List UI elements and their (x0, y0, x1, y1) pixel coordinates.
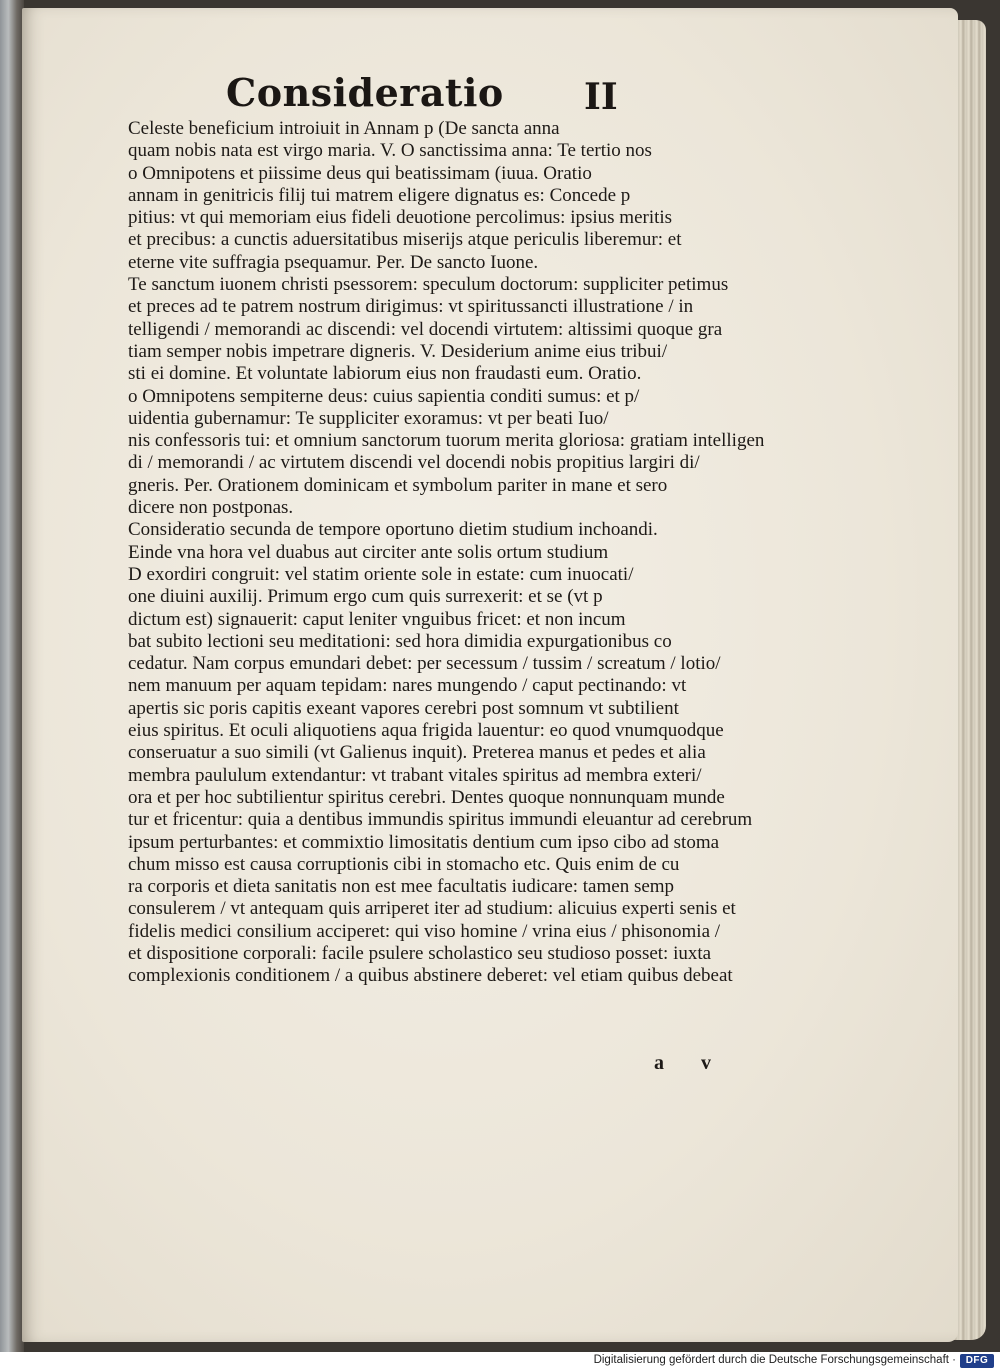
text-line (128, 854, 764, 876)
text-line (128, 564, 764, 586)
text-line-content: ipsum perturbantes: et commixtio limositatis dentium cum ipso cibo ad stoma (128, 831, 720, 853)
text-block (128, 118, 764, 988)
text-line-content: bat subito lectioni seu meditationi: sed hora dimidia expurgationibus co (128, 630, 672, 652)
text-line-content: eterne vite suffragia psequamur. Per. De sancto Iuone. (128, 251, 539, 273)
text-line (128, 943, 764, 965)
text-line-content: complexionis conditionem / a quibus abstinere deberet: vel etiam quibus debeat (128, 965, 733, 987)
signature-mark: a v (654, 1052, 727, 1074)
folio-number: II (584, 76, 618, 118)
text-line (128, 475, 764, 497)
text-line (128, 430, 764, 452)
text-line-content: Einde vna hora vel duabus aut circiter ante solis ortum studium (128, 541, 609, 563)
text-line-content: tiam semper nobis impetrare digneris. V. Desiderium anime eius tribui/ (128, 340, 668, 362)
text-line-content: one diuini auxilij. Primum ergo cum quis surrexerit: et se (vt p (128, 586, 603, 608)
text-line (128, 675, 764, 697)
text-line (128, 408, 764, 430)
text-line-content: consulerem / vt antequam quis arriperet iter ad studium: alicuius experti senis et (128, 898, 736, 920)
text-line-content: nis confessoris tui: et omnium sanctorum tuorum merita gloriosa: gratiam intelligen (128, 430, 764, 452)
text-line (128, 118, 764, 140)
dfg-logo: DFG (960, 1354, 994, 1368)
text-line-content: pitius: vt qui memoriam eius fideli deuotione percolimus: ipsius meritis (128, 207, 673, 229)
text-line-content: ora et per hoc subtilientur spiritus cerebri. Dentes quoque nonnunquam munde (128, 786, 725, 808)
text-line-content: nem manuum per aquam tepidam: nares mungendo / caput pectinando: vt (128, 675, 687, 697)
text-line-content: o Omnipotens sempiterne deus: cuius sapientia conditi sumus: et p/ (128, 385, 640, 407)
text-line-content: et dispositione corporali: facile psulere scholastico seu studioso posset: iuxta (128, 942, 712, 964)
text-line-content: dicere non postponas. (128, 497, 294, 519)
text-line (128, 319, 764, 341)
text-line (128, 965, 764, 987)
text-line-content: eius spiritus. Et oculi aliquotiens aqua frigida lauentur: eo quod vnumquodque (128, 720, 724, 742)
text-line-content: et precibus: a cunctis aduersitatibus miserijs atque periculis liberemur: et (128, 229, 682, 251)
text-line (128, 653, 764, 675)
text-line-content: dictum est) signauerit: caput leniter vnguibus fricet: et non incum (128, 608, 626, 630)
text-line-content: o Omnipotens et piissime deus qui beatissimam (iuua. Oratio (128, 162, 592, 184)
text-line (128, 296, 764, 318)
text-line-content: et preces ad te patrem nostrum dirigimus: vt spiritussancti illustratione / in (128, 296, 694, 318)
text-line (128, 386, 764, 408)
text-line-content: apertis sic poris capitis exeant vapores cerebri post somnum vt subtilient (128, 697, 679, 719)
text-line (128, 921, 764, 943)
text-line (128, 586, 764, 608)
text-line (128, 832, 764, 854)
text-line (128, 497, 764, 519)
text-line (128, 765, 764, 787)
text-line-content: conseruatur a suo simili (vt Galienus inquit). Preterea manus et pedes et alia (128, 742, 706, 764)
text-line-content: sti ei domine. Et voluntate labiorum eius non fraudasti eum. Oratio. (128, 363, 642, 385)
text-line (128, 720, 764, 742)
text-line-content: quam nobis nata est virgo maria. V. O sanctissima anna: Te tertio nos (128, 140, 652, 162)
text-line (128, 609, 764, 631)
text-line (128, 163, 764, 185)
text-line-content: uidentia gubernamur: Te suppliciter exoramus: vt per beati Iuo/ (128, 407, 609, 429)
text-line (128, 185, 764, 207)
text-line (128, 207, 764, 229)
text-line (128, 542, 764, 564)
text-line-content: di / memorandi / ac virtutem discendi vel docendi nobis propitius largiri di/ (128, 452, 700, 474)
text-line-content: fidelis medici consilium acciperet: qui viso homine / vrina eius / phisonomia / (128, 920, 721, 942)
text-line (128, 809, 764, 831)
funding-credit: Digitalisierung gefördert durch die Deutsche Forschungsgemeinschaft · (593, 1354, 956, 1366)
text-line (128, 363, 764, 385)
text-line-content: Celeste beneficium introiuit in Annam p (De sancta anna (128, 118, 560, 139)
text-line (128, 787, 764, 809)
text-line (128, 898, 764, 920)
text-line-content: D exordiri congruit: vel statim oriente sole in estate: cum inuocati/ (128, 563, 634, 585)
text-line-content: chum misso est causa corruptionis cibi in stomacho etc. Quis enim de cu (128, 853, 680, 875)
text-line-content: membra paululum extendantur: vt trabant vitales spiritus ad membra exteri/ (128, 764, 702, 786)
text-line (128, 742, 764, 764)
text-line-content: annam in genitricis filij tui matrem eligere dignatus es: Concede p (128, 184, 631, 206)
text-line-content: tur et fricentur: quia a dentibus immundis spiritus immundi eleuantur ad cerebrum (128, 809, 753, 831)
text-line-content: cedatur. Nam corpus emundari debet: per secessum / tussim / screatum / lotio/ (128, 653, 721, 675)
text-line (128, 341, 764, 363)
text-line-content: telligendi / memorandi ac discendi: vel docendi virtutem: altissimi quoque gra (128, 318, 723, 340)
text-line-content: Te sanctum iuonem christi psessorem: speculum doctorum: suppliciter petimus (128, 274, 729, 296)
page-heading: Consideratio (226, 70, 504, 115)
text-line (128, 698, 764, 720)
text-line-content: Consideratio secunda de tempore oportuno dietim studium inchoandi. (128, 519, 658, 541)
book-binding (0, 0, 24, 1352)
text-line-content: gneris. Per. Orationem dominicam et symbolum pariter in mane et sero (128, 474, 668, 496)
text-line (128, 229, 764, 251)
text-line (128, 452, 764, 474)
text-line (128, 274, 764, 296)
text-line (128, 140, 764, 162)
text-line-content: ra corporis et dieta sanitatis non est mee facultatis iudicare: tamen semp (128, 876, 675, 898)
text-line (128, 876, 764, 898)
text-line (128, 252, 764, 274)
text-line (128, 631, 764, 653)
text-line (128, 519, 764, 541)
